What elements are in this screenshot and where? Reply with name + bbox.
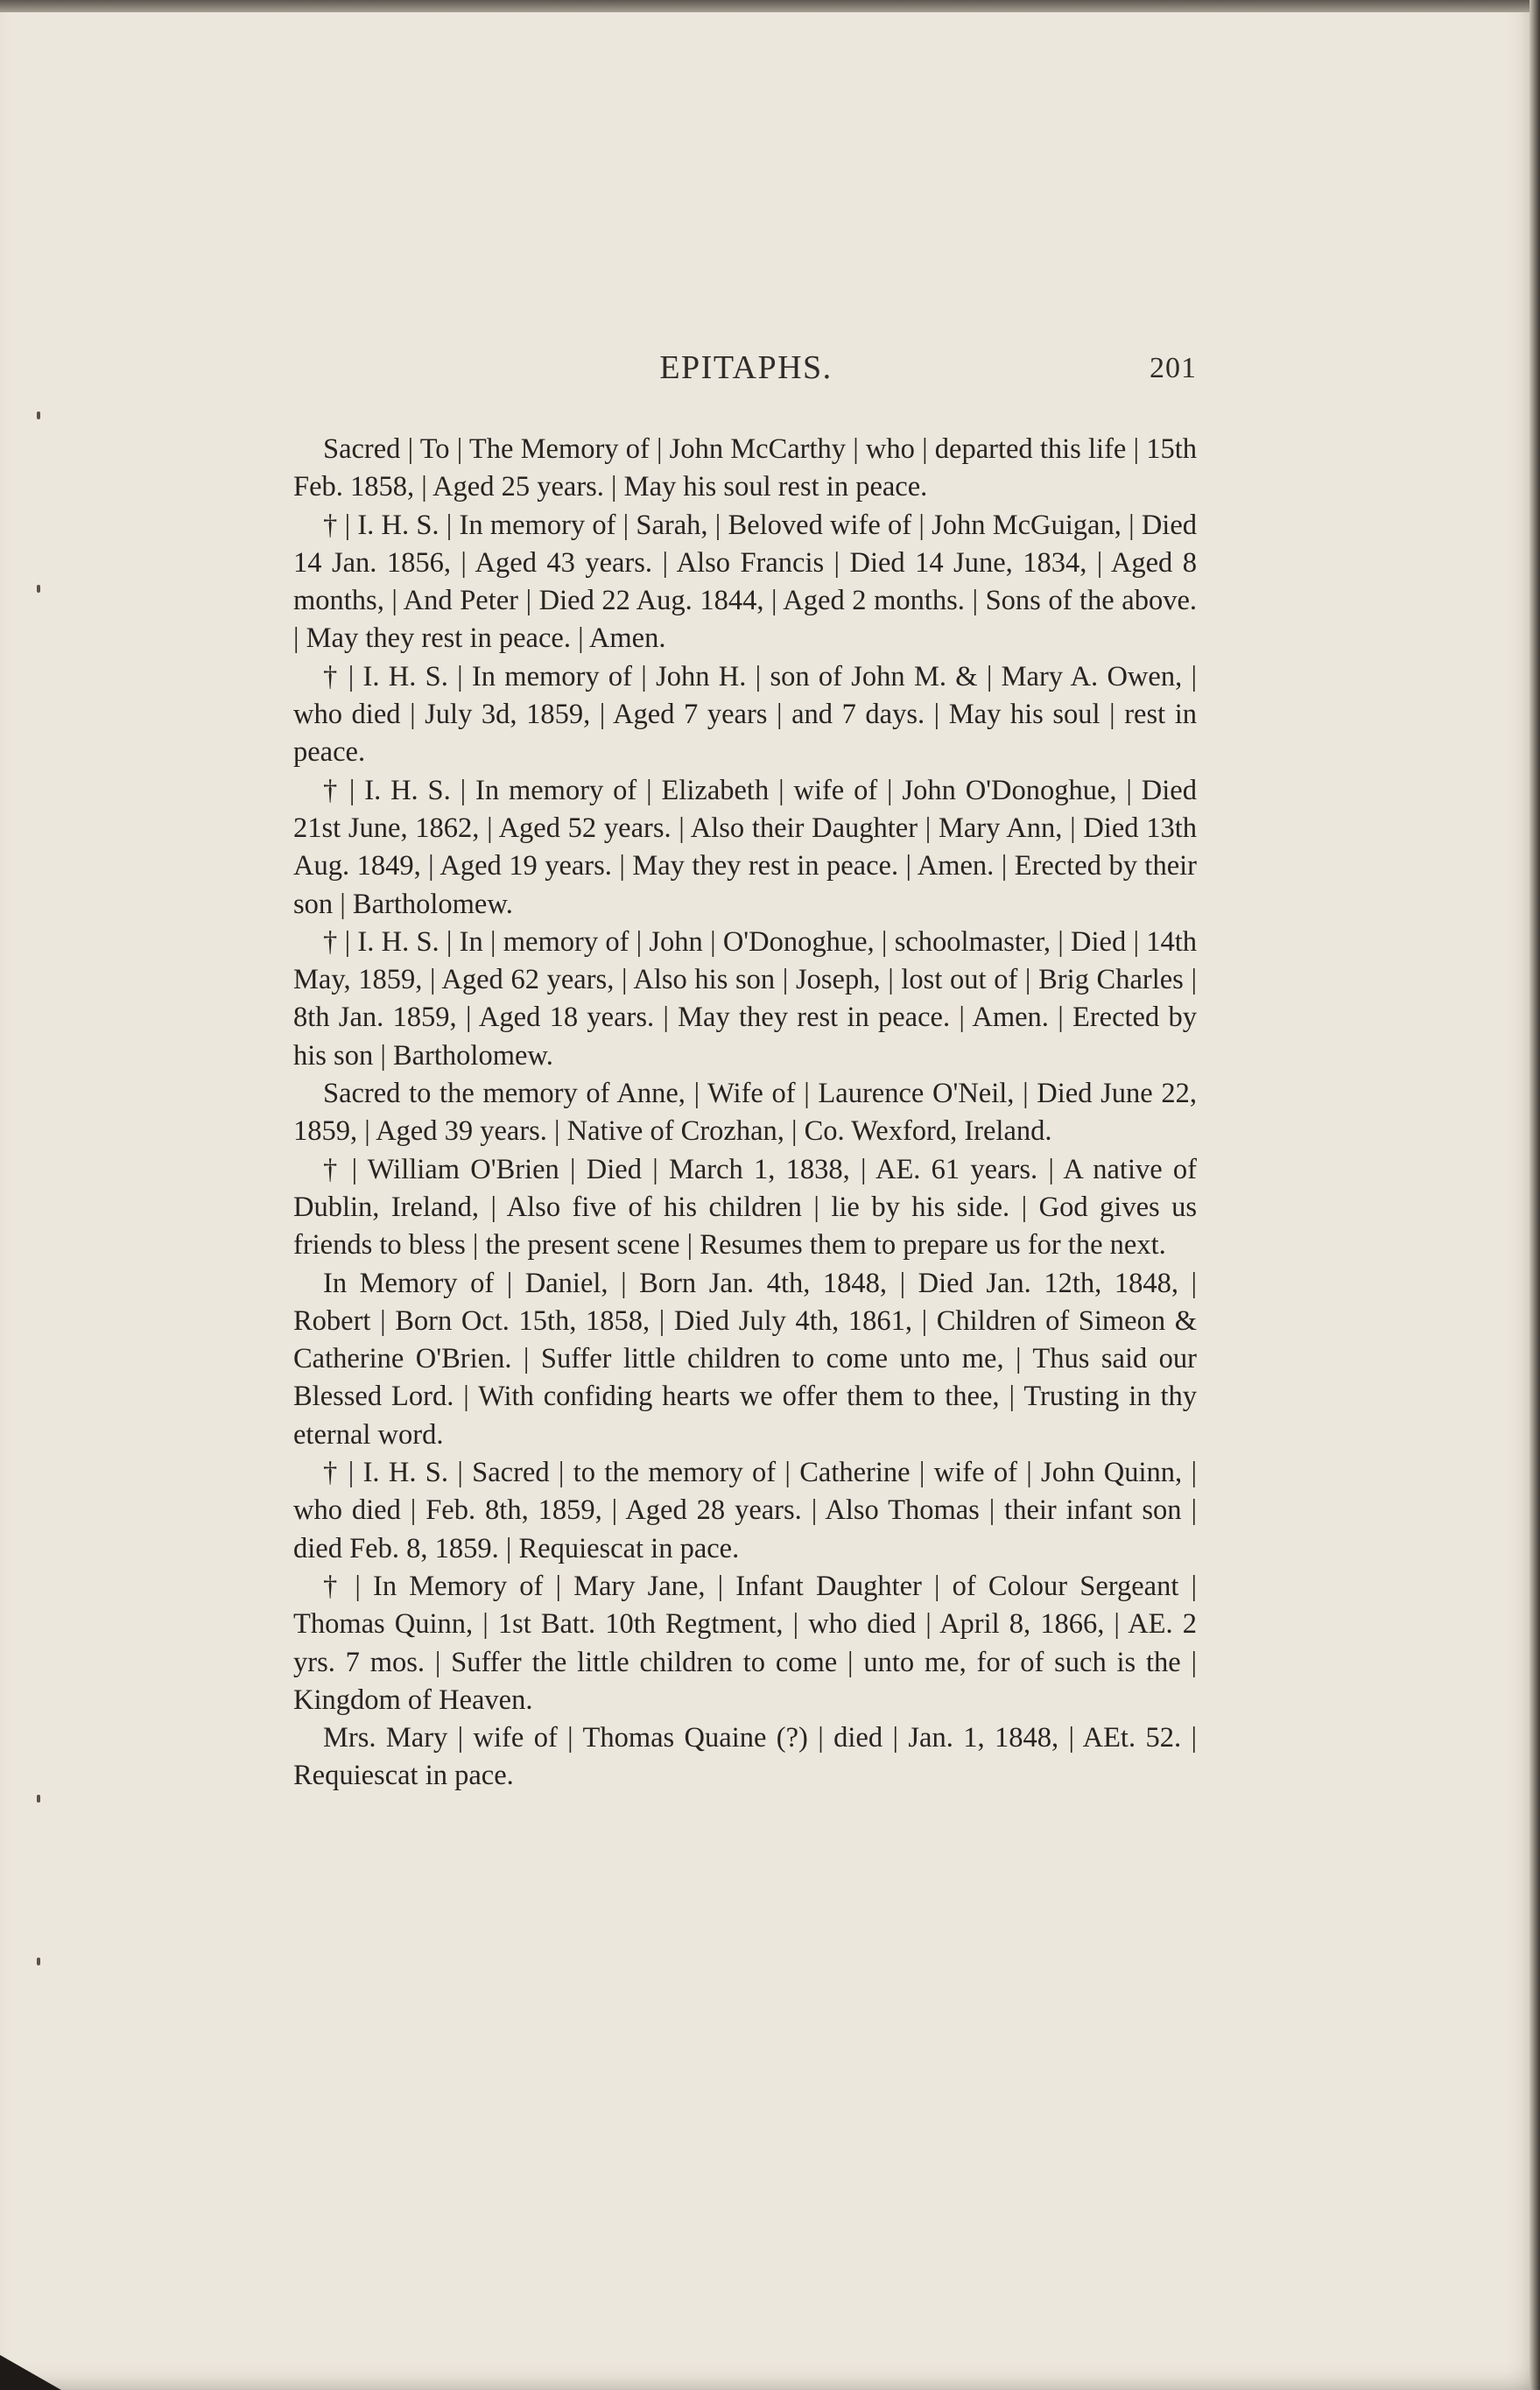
epitaph-entry: † | I. H. S. | Sacred | to the memory of | Catherine | wife of | John Quinn, | who died | Feb. 8th, 1859, | Aged 28 years. | Also Thomas | their infant son | died Feb. 8, 1859. | Requiescat in pace. xyxy=(293,1457,1197,1564)
running-title: EPITAPHS. xyxy=(659,349,833,386)
margin-speck xyxy=(37,411,40,419)
epitaph-entry: † | I. H. S. | In | memory of | John | O'Donoghue, | schoolmaster, | Died | 14th May, 1859, | Aged 62 years, | Also his son | Joseph, | lost out of | Brig Charles | 8th Jan. 1859, | Aged 18 years. | May they rest in peace. | Amen. | Erected by his son | Bartholomew. xyxy=(293,925,1197,1072)
page-right-edge xyxy=(1529,0,1540,2390)
epitaph-list xyxy=(293,431,1197,1796)
margin-speck xyxy=(37,1958,40,1965)
epitaph-entry: Sacred | To | The Memory of | John McCarthy | who | departed this life | 15th Feb. 1858, | Aged 25 years. | May his soul rest in peace. xyxy=(293,433,1197,503)
page-top-edge xyxy=(0,0,1540,12)
epitaph-entry: † | William O'Brien | Died | March 1, 1838, | AE. 61 years. | A native of Dublin, Ireland, | Also five of his children | lie by his side. | God gives us friends to bless | the present scene | Resumes them to prepare us for the next. xyxy=(293,1153,1197,1262)
page-number: 201 xyxy=(1150,352,1197,384)
margin-speck xyxy=(37,585,40,593)
epitaph-entry: † | I. H. S. | In memory of | Sarah, | Beloved wife of | John McGuigan, | Died 14 Jan. 1856, | Aged 43 years. | Also Francis | Died 14 June, 1834, | Aged 8 months, | And Peter | Died 22 Aug. 1844, | Aged 2 months. | Sons of the above. | May they rest in peace. | Amen. xyxy=(293,509,1197,655)
epitaph-entry: † | In Memory of | Mary Jane, | Infant Daughter | of Colour Sergeant | Thomas Quinn, | 1st Batt. 10th Regtment, | who died | April 8, 1866, | AE. 2 yrs. 7 mos. | Suffer the little children to come | unto me, for of such is the | Kingdom of Heaven. xyxy=(293,1570,1197,1716)
running-header xyxy=(295,348,1197,392)
epitaph-entry: † | I. H. S. | In memory of | Elizabeth | wife of | John O'Donoghue, | Died 21st June, 1862, | Aged 52 years. | Also their Daughter | Mary Ann, | Died 13th Aug. 1849, | Aged 19 years. | May they rest in peace. | Amen. | Erected by their son | Bartholomew. xyxy=(293,774,1197,920)
epitaph-entry: † | I. H. S. | In memory of | John H. | son of John M. & | Mary A. Owen, | who died | July 3d, 1859, | Aged 7 years | and 7 days. | May his soul | rest in peace. xyxy=(293,660,1197,769)
epitaph-entry: In Memory of | Daniel, | Born Jan. 4th, 1848, | Died Jan. 12th, 1848, | Robert | Born Oct. 15th, 1858, | Died July 4th, 1861, | Children of Simeon & Catherine O'Brien. | Suffer little children to come unto me, | Thus said our Blessed Lord. | With confiding hearts we offer them to thee, | Trusting in thy eternal word. xyxy=(293,1267,1197,1451)
page-corner-shadow xyxy=(0,2355,61,2390)
margin-speck xyxy=(37,1795,40,1803)
epitaph-entry: Mrs. Mary | wife of | Thomas Quaine (?) | died | Jan. 1, 1848, | AEt. 52. | Requiescat in pace. xyxy=(293,1722,1197,1792)
epitaph-entry: Sacred to the memory of Anne, | Wife of | Laurence O'Neil, | Died June 22, 1859, | Aged 39 years. | Native of Crozhan, | Co. Wexford, Ireland. xyxy=(293,1078,1197,1148)
